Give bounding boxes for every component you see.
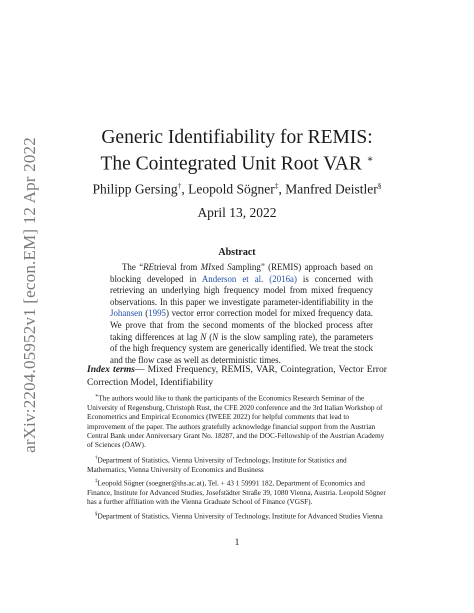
publication-date: April 13, 2022 <box>197 205 277 220</box>
arxiv-identifier-text: arXiv:2204.05952v1 [econ.EM] 12 Apr 2022 <box>20 137 39 453</box>
index-terms: Index terms— Mixed Frequency, REMIS, VAR, Cointegration, Vector Error Correction Model, Identifiability <box>87 364 387 388</box>
abstract-body <box>110 262 373 366</box>
abstract-paragraph: The “REtrieval from MIxed Sampling” (REMIS) approach based on blocking developed in Anderson et al. (2016a) is concerned with retrieving an underlying high frequency model from mixed frequency observations. In this paper we investigate parameter-identifiability in the Johansen (1995) vector error correction model for mixed frequency data. We prove that from the second moments of the blocked process after taking differences at lag N (N is the slow sampling rate), the parameters of the high frequency system are generically identified. We treat the stock and the flow case as well as deterministic times. <box>110 262 373 365</box>
page-number: 1 <box>234 538 240 548</box>
footnote-item: ∗The authors would like to thank the participants of the Economics Research Seminar of the University of Regensburg, Christoph Rust, the CFE 2020 conference and the 3rd Italian Workshop of Econometrics and Empirical Economics (IWEEE 2022) for helpful comments that lead to improvement of the paper. The authors gratefully acknowledge financial support from the Austrian Central Bank under Anniversary Grant No. 18287, and the DOC-Fellowship of the Austrian Academy of Sciences (ÖAW). <box>87 393 385 450</box>
title-line-1-text: Generic Identifiability for REMIS: <box>101 127 373 148</box>
citation-link-anderson[interactable]: Anderson et al. (2016a) <box>201 273 297 284</box>
author-name: Philipp Gersing <box>92 181 178 197</box>
footnote-item: ‡Leopold Sögner (soegner@ihs.ac.at), Tel. + 43 1 59991 182, Department of Economics and Finance, Institute for Advanced Studies, Josefstädter Straße 39, 1080 Vienna, Austria. Leopold Sögner has a further affiliation with the Vienna Graduate School of Finance (VGSF). <box>87 478 386 507</box>
paper-title-line-2 <box>60 149 414 176</box>
abstract-heading: Abstract <box>218 247 256 258</box>
citation-link-johansen[interactable]: Johansen <box>110 308 143 319</box>
index-terms-label: Index terms <box>87 364 135 375</box>
author-name: Leopold Sögner <box>188 181 275 197</box>
author-name: Manfred Deistler <box>285 181 378 197</box>
footnote-item: §Department of Statistics, Vienna University of Technology, Institute for Advanced Studies Vienna <box>95 511 383 521</box>
author-footnote-mark: † <box>177 181 182 190</box>
author-list: Philipp Gersing†, Leopold Sögner‡, Manfred Deistler§ <box>92 181 382 197</box>
footnote-item: †Department of Statistics, Vienna University of Technology, Institute for Statistics and Mathematics, Vienna University of Economics and Business <box>87 455 347 474</box>
citation-link-johansen-year[interactable]: 1995 <box>148 308 166 319</box>
arxiv-identifier-stamp <box>17 137 43 453</box>
index-terms-text: Mixed Frequency, REMIS, VAR, Cointegration, Vector Error Correction Model, Identifiability <box>87 364 387 388</box>
author-footnote-mark: ‡ <box>274 181 279 190</box>
paper-title-line-1 <box>60 127 414 149</box>
title-footnote-mark: ∗ <box>366 154 374 165</box>
footnotes <box>87 392 387 524</box>
title-line-2-text: The Cointegrated Unit Root VAR <box>100 153 362 175</box>
author-footnote-mark: § <box>377 181 382 190</box>
